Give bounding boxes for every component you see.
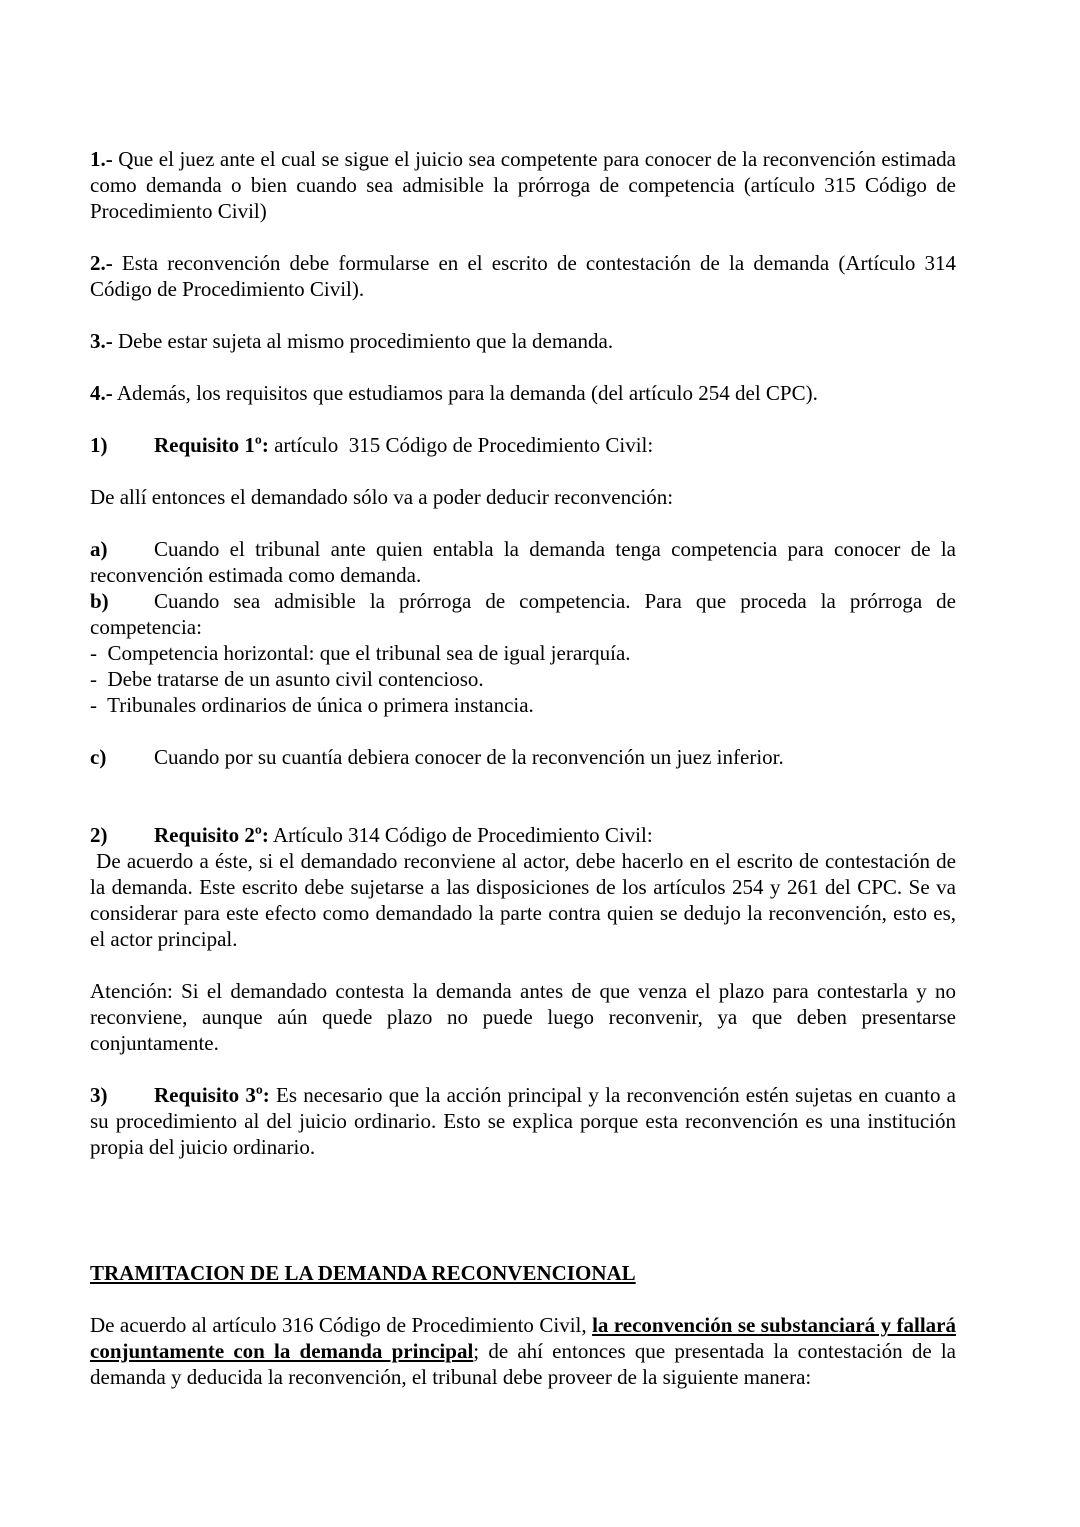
paragraph-letter-a [90,536,956,588]
paragraph-tramitacion-intro [90,1312,956,1390]
item-number: 1.- [90,147,113,171]
list-item-text: - Competencia horizontal: que el tribunal sea de igual jerarquía. [90,641,631,665]
list-item-dash-2 [90,666,956,692]
list-item-text: - Debe tratarse de un asunto civil contencioso. [90,667,484,691]
paragraph-text: ; de ahí entonces que presentada la contestación de la demanda y deducida la reconvención, el tribunal debe proveer de la siguiente manera: [90,1339,956,1389]
item-number: 3) [90,1083,108,1107]
paragraph-text: De acuerdo al artículo 316 Código de Procedimiento Civil, [90,1313,593,1337]
paragraph-numbered-4 [90,380,956,406]
item-letter: b) [90,589,109,613]
paragraph-text: Que el juez ante el cual se sigue el juicio sea competente para conocer de la reconvención estimada como demanda o bien cuando sea admisible la prórroga de competencia (artículo 315 Código de Procedimiento Civil) [90,147,956,223]
paragraph-requisito-3 [90,1082,956,1160]
paragraph-text: Debe estar sujeta al mismo procedimiento que la demanda. [112,329,614,353]
paragraph-numbered-3 [90,328,956,354]
item-number: 4.- [90,381,113,405]
section-heading-tramitacion [90,1260,956,1286]
paragraph-requisito-1 [90,432,956,458]
paragraph-text: De allí entonces el demandado sólo va a poder deducir reconvención: [90,485,674,509]
paragraph-text: Cuando por su cuantía debiera conocer de la reconvención un juez inferior. [154,745,784,769]
paragraph-text: Esta reconvención debe formularse en el escrito de contestación de la demanda (Artículo 314 Código de Procedimiento Civil). [90,251,956,301]
paragraph-text: Cuando el tribunal ante quien entabla la demanda tenga competencia para conocer de la reconvención estimada como demanda. [90,537,956,587]
list-item-dash-1 [90,640,956,666]
item-letter: a) [90,537,108,561]
paragraph-atencion [90,978,956,1056]
paragraph-text: artículo 315 Código de Procedimiento Civil: [268,433,654,457]
paragraph-letter-b [90,588,956,640]
requisito-title: Requisito 3º: [154,1083,270,1107]
paragraph-text: Cuando sea admisible la prórroga de competencia. Para que proceda la prórroga de competencia: [90,589,956,639]
paragraph-text: Además, los requisitos que estudiamos para la demanda (del artículo 254 del CPC). [112,381,818,405]
paragraph-text: Artículo 314 Código de Procedimiento Civil: [268,823,653,847]
item-number: 2) [90,823,108,847]
paragraph-text: Es necesario que la acción principal y la reconvención estén sujetas en cuanto a su procedimiento al del juicio ordinario. Esto se explica porque esta reconvención es una institución propia del juicio ordinario. [90,1083,956,1159]
paragraph-intro [90,484,956,510]
item-number: 2.- [90,251,113,275]
paragraph-text: Atención: Si el demandado contesta la demanda antes de que venza el plazo para contestarla y no reconviene, aunque aún quede plazo no puede luego reconvenir, ya que deben presentarse conjuntamente. [90,979,956,1055]
paragraph-text: De acuerdo a éste, si el demandado reconviene al actor, debe hacerlo en el escrito de contestación de la demanda. Este escrito debe sujetarse a las disposiciones de los artículos 254 y 261 del CPC. Se va considerar para este efecto como demandado la parte contra quien se dedujo la reconvención, esto es, el actor principal. [90,849,956,951]
list-item-text: - Tribunales ordinarios de única o primera instancia. [90,693,534,717]
paragraph-requisito-2 [90,822,956,952]
list-item-dash-3 [90,692,956,718]
paragraph-letter-c [90,744,956,770]
paragraph-numbered-2 [90,250,956,302]
requisito-title: Requisito 1º: [154,433,269,457]
underlined-bold-text: la reconvención se substanciará y fallará conjuntamente con la demanda principal [90,1313,956,1363]
item-number: 3.- [90,329,113,353]
item-letter: c) [90,745,107,769]
section-heading-text: TRAMITACION DE LA DEMANDA RECONVENCIONAL [90,1261,636,1285]
paragraph-numbered-1 [90,146,956,224]
item-number: 1) [90,433,108,457]
requisito-title: Requisito 2º: [154,823,269,847]
